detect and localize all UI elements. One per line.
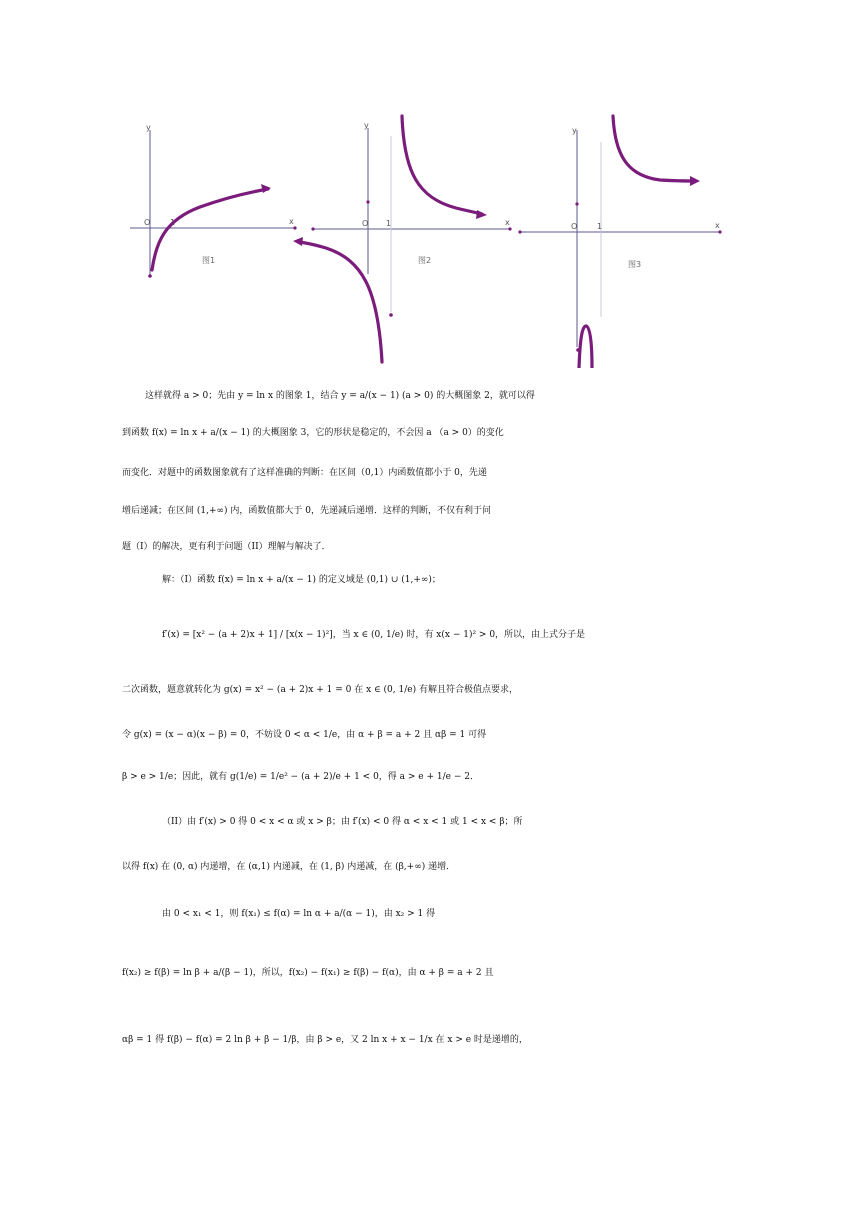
text-line: 到函数 f(x) = ln x + a/(x − 1) 的大概图象 3，它的形状是稳定的，不会因 a （a > 0）的变化 bbox=[122, 428, 504, 438]
text-line: （II）由 f′(x) > 0 得 0 < x < α 或 x > β；由 f′(x) < 0 得 α < x < 1 或 1 < x < β；所 bbox=[162, 817, 523, 827]
f-curve-right bbox=[613, 116, 694, 181]
text-line: f′(x) = [x² − (a + 2)x + 1] / [x(x − 1)²]，当 x ∈ (0, 1/e) 时，有 x(x − 1)² > 0，所以，由上式分子是 bbox=[162, 630, 586, 640]
axis-point bbox=[389, 313, 393, 317]
one-label: 1 bbox=[386, 219, 392, 228]
text-line: αβ = 1 得 f(β) − f(α) = 2 ln β + β − 1/β，由 β > e，又 2 ln x + x − 1/x 在 x > e 时是递增的， bbox=[122, 1035, 528, 1045]
hyperbola-left bbox=[300, 242, 382, 362]
axis-point bbox=[575, 202, 578, 205]
arrow-icon bbox=[293, 237, 303, 246]
axis-point bbox=[148, 274, 152, 278]
text-line: 增后递减；在区间 (1,+∞) 内，函数值都大于 0，先递减后递增．这样的判断，不仅有利于问 bbox=[122, 506, 491, 516]
x-label: x bbox=[505, 218, 510, 227]
origin-label: O bbox=[571, 222, 578, 231]
f-curve-left bbox=[579, 326, 592, 368]
figure-2 bbox=[293, 116, 512, 362]
axis-point bbox=[293, 226, 296, 229]
figures-panel bbox=[120, 112, 730, 368]
one-label: 1 bbox=[597, 222, 603, 231]
text-line: 以得 f(x) 在 (0, α) 内递增，在 (α,1) 内递减，在 (1, β) 内递减，在 (β,+∞) 递增． bbox=[122, 862, 456, 872]
axis-point bbox=[311, 227, 314, 230]
figure-1 bbox=[130, 123, 297, 278]
axis-point bbox=[576, 348, 580, 352]
text-line: 题（I）的解决，更有利于问题（II）理解与解决了． bbox=[122, 542, 331, 552]
axis-point bbox=[366, 200, 369, 203]
axis-point bbox=[718, 230, 721, 233]
hyperbola-right bbox=[402, 116, 482, 214]
y-label: y bbox=[364, 121, 369, 130]
figure-caption: 图3 bbox=[628, 260, 642, 269]
one-label: 1 bbox=[170, 218, 176, 227]
text-line: 由 0 < x₁ < 1，则 f(x₁) ≤ f(α) = ln α + a/(α − 1)，由 x₂ > 1 得 bbox=[162, 909, 436, 919]
y-label: y bbox=[572, 126, 577, 135]
axis-point bbox=[518, 230, 521, 233]
arrow-icon bbox=[690, 176, 700, 186]
text-line: β > e > 1/e；因此，就有 g(1/e) = 1/e² − (a + 2)/e + 1 < 0，得 a > e + 1/e − 2． bbox=[122, 772, 479, 782]
text-line: 这样就得 a > 0；先由 y = ln x 的图象 1，结合 y = a/(x − 1) (a > 0) 的大概图象 2，就可以得 bbox=[145, 391, 535, 401]
y-label: y bbox=[146, 123, 151, 132]
x-label: x bbox=[715, 221, 720, 230]
figure-caption: 图2 bbox=[418, 256, 432, 265]
text-line: f(x₂) ≥ f(β) = ln β + a/(β − 1)，所以，f(x₂) − f(x₁) ≥ f(β) − f(α)，由 α + β = a + 2 且 bbox=[122, 968, 494, 978]
arrow-icon bbox=[261, 184, 271, 193]
x-label: x bbox=[289, 217, 294, 226]
origin-label: O bbox=[144, 218, 151, 227]
text-line: 二次函数，题意就转化为 g(x) = x² − (a + 2)x + 1 = 0 在 x ∈ (0, 1/e) 有解且符合极值点要求， bbox=[122, 685, 518, 695]
arrow-icon bbox=[476, 210, 487, 219]
function-graphs bbox=[120, 112, 730, 368]
origin-label: O bbox=[362, 219, 369, 228]
text-line: 而变化．对题中的函数图象就有了这样准确的判断：在区间（0,1）内函数值都小于 0，先递 bbox=[122, 468, 487, 478]
text-line: 令 g(x) = (x − α)(x − β) = 0，不妨设 0 < α < 1/e，由 α + β = a + 2 且 αβ = 1 可得 bbox=[122, 730, 487, 740]
figure-3 bbox=[518, 116, 721, 368]
text-line: 解：（I）函数 f(x) = ln x + a/(x − 1) 的定义域是 (0,1) ∪ (1,+∞)； bbox=[162, 575, 441, 585]
axis-point bbox=[508, 227, 511, 230]
figure-caption: 图1 bbox=[202, 256, 216, 265]
